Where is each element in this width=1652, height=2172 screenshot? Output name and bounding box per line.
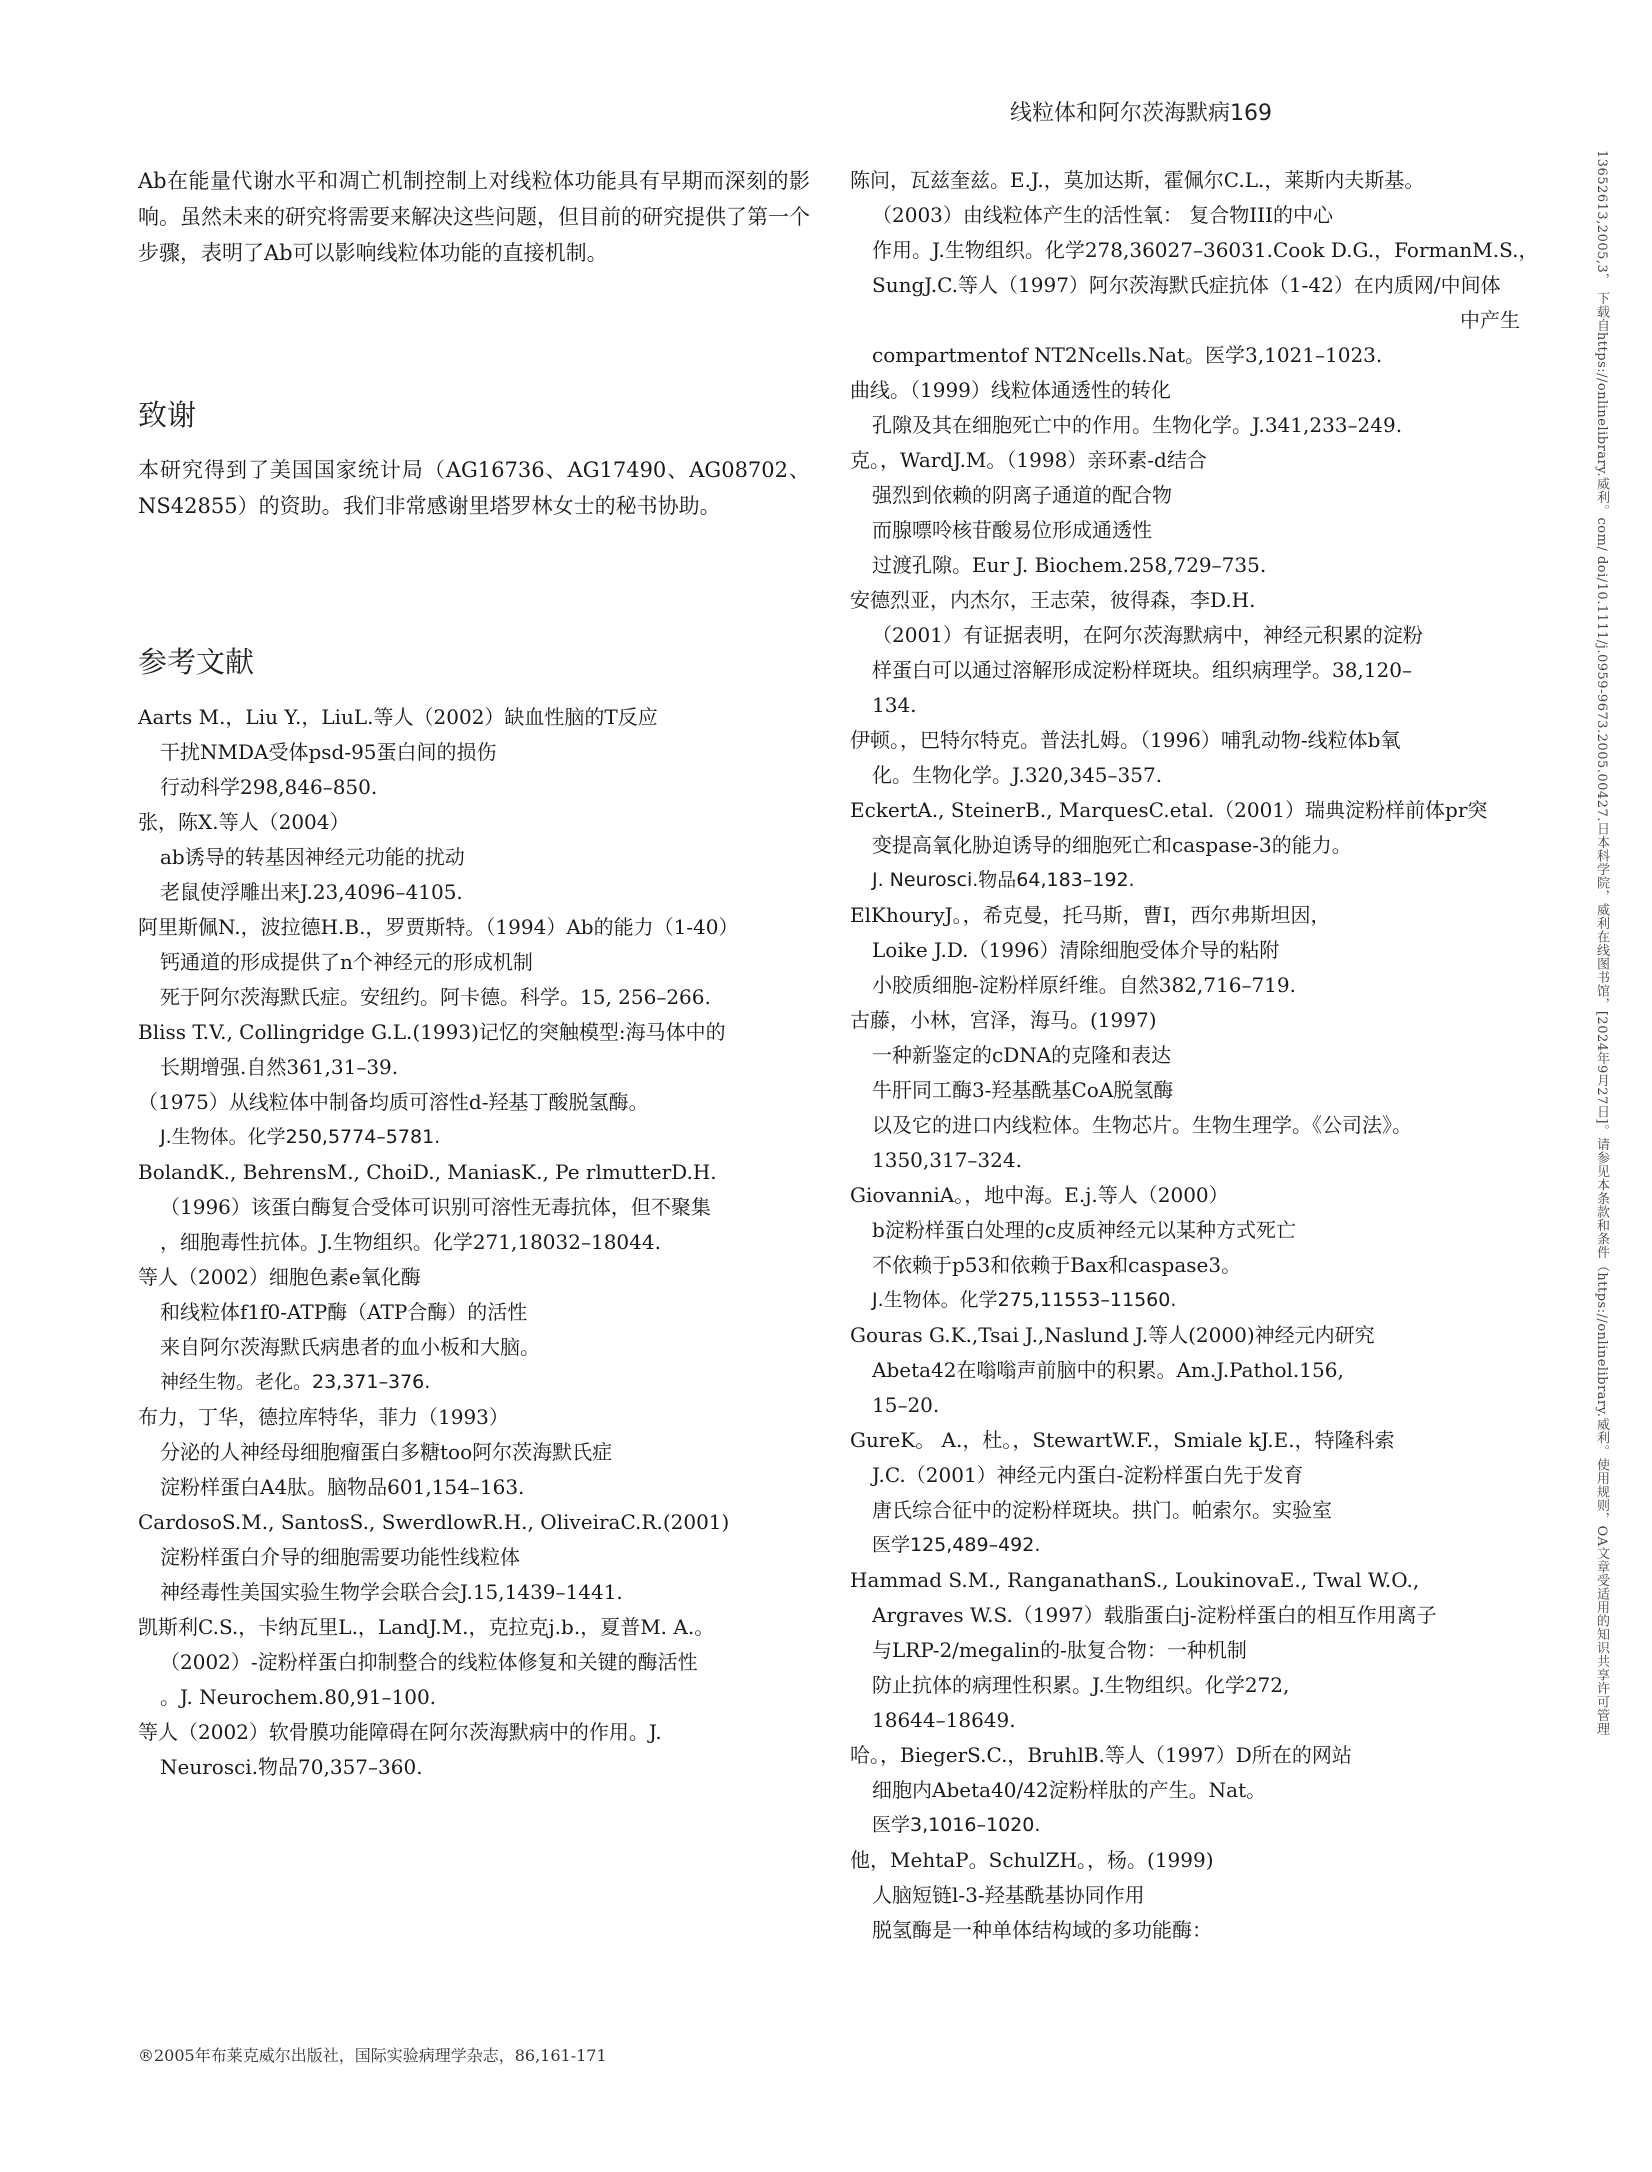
reference-entry (138, 910, 818, 1015)
reference-entry (850, 443, 1520, 583)
reference-entry (850, 723, 1520, 793)
right-reference-list (850, 163, 1539, 1948)
reference-line: 人脑短链l-3-羟基酰基协同作用 (872, 1883, 1145, 1907)
reference-line: J. Neurosci.物品64,183–192. (872, 869, 1135, 891)
intro-paragraph: Ab在能量代谢水平和凋亡机制控制上对线粒体功能具有早期而深刻的影响。虽然未来的研究将需要来解决这些问题，但目前的研究提供了第一个步骤，表明了Ab可以影响线粒体功能的直接机制。 (138, 169, 810, 265)
reference-line: （2001）有证据表明，在阿尔茨海默病中，神经元积累的淀粉 (872, 623, 1423, 647)
reference-entry (850, 1003, 1520, 1178)
reference-line: 一种新鉴定的cDNA的克隆和表达 (872, 1043, 1172, 1067)
reference-entry (138, 1260, 818, 1400)
reference-entry (850, 1178, 1520, 1318)
reference-entry (850, 793, 1520, 898)
reference-line: 强烈到依赖的阴离子通道的配合物 (872, 483, 1172, 507)
reference-line: 134. (872, 693, 917, 717)
reference-line: Hammad S.M., RanganathanS., LoukinovaE., Twal W.O., (850, 1568, 1420, 1592)
reference-line: 老鼠使浮雕出来J.23,4096–4105. (160, 880, 463, 904)
reference-line: ，细胞毒性抗体。J.生物组织。化学271,18032–18044. (160, 1230, 661, 1254)
reference-entry (138, 805, 818, 910)
reference-entry (138, 1400, 818, 1505)
reference-line: 1350,317–324. (872, 1148, 1022, 1172)
reference-line: 18644–18649. (872, 1708, 1016, 1732)
reference-entry (138, 1085, 818, 1155)
footer-copyright: ®2005年布莱克威尔出版社，国际实验病理学杂志，86,161-171 (138, 2046, 607, 2065)
reference-line: 与LRP-2/megalin的-肽复合物：一种机制 (872, 1638, 1247, 1662)
reference-entry (850, 898, 1520, 1003)
reference-line: 张，陈X.等人（2004） (138, 810, 350, 834)
reference-entry (138, 1715, 818, 1785)
reference-line: 干扰NMDA受体psd-95蛋白间的损伤 (160, 740, 497, 764)
reference-entry (850, 373, 1520, 443)
running-header: 线粒体和阿尔茨海默病169 (1010, 101, 1272, 126)
reference-line: ElKhouryJ。，希克曼，托马斯，曹I，西尔弗斯坦因， (850, 903, 1331, 927)
reference-line: 不依赖于p53和依赖于Bax和caspase3。 (872, 1253, 1242, 1277)
reference-entry (138, 700, 818, 805)
reference-line: 克。，WardJ.M。（1998）亲环素-d结合 (850, 448, 1207, 472)
reference-line: 来自阿尔茨海默氏病患者的血小板和大脑。 (160, 1335, 540, 1359)
reference-line: b淀粉样蛋白处理的c皮质神经元以某种方式死亡 (872, 1218, 1297, 1242)
reference-entry (850, 1563, 1520, 1738)
reference-entry (850, 583, 1520, 723)
reference-line: 防止抗体的病理性积累。J.生物组织。化学272, (872, 1673, 1290, 1697)
references-heading: 参考文献 (138, 645, 255, 679)
reference-entry (138, 1155, 818, 1260)
reference-line: SungJ.C.等人（1997）阿尔茨海默氏症抗体（1-42）在内质网/中间体 (872, 273, 1501, 297)
reference-line: Bliss T.V., Collingridge G.L.(1993)记忆的突触模型:海马体中的 (138, 1020, 726, 1044)
reference-line: 等人（2002）软骨膜功能障碍在阿尔茨海默病中的作用。J. (138, 1720, 662, 1744)
reference-line: 等人（2002）细胞色素e氧化酶 (138, 1265, 421, 1289)
reference-line: 15–20. (872, 1393, 940, 1417)
reference-line: 神经毒性美国实验生物学会联合会J.15,1439–1441. (160, 1580, 623, 1604)
reference-line: 脱氢酶是一种单体结构域的多功能酶： (872, 1918, 1212, 1942)
reference-entry (138, 1610, 818, 1715)
reference-line: EckertA., SteinerB., MarquesC.etal.（2001）瑞典淀粉样前体pr突 (850, 798, 1488, 822)
reference-line: （1975）从线粒体中制备均质可溶性d-羟基丁酸脱氢酶。 (138, 1090, 649, 1114)
reference-line: 他，MehtaP。SchulZH。，杨。(1999) (850, 1848, 1214, 1872)
reference-line: Gouras G.K.,Tsai J.,Naslund J.等人(2000)神经元内研究 (850, 1323, 1375, 1347)
reference-line: 安德烈亚，内杰尔，王志荣，彼得森，李D.H. (850, 588, 1256, 612)
reference-line: 阿里斯佩N.，波拉德H.B.，罗贾斯特。（1994）Ab的能力（1-40） (138, 915, 739, 939)
reference-entry (138, 1015, 818, 1085)
reference-line: Loike J.D.（1996）清除细胞受体介导的粘附 (872, 938, 1280, 962)
reference-entry (850, 1738, 1520, 1843)
reference-line: Aarts M.，Liu Y.，LiuL.等人（2002）缺血性脑的T反应 (138, 705, 658, 729)
reference-line: 布力，丁华，德拉库特华，菲力（1993） (138, 1405, 509, 1429)
reference-line: 凯斯利C.S.，卡纳瓦里L.，LandJ.M.，克拉克j.b.，夏普M. A.。 (138, 1615, 715, 1639)
reference-line: compartmentof NT2Ncells.Nat。医学3,1021–1023. (872, 343, 1383, 367)
reference-line: 分泌的人神经母细胞瘤蛋白多糖too阿尔茨海默氏症 (160, 1440, 613, 1464)
reference-line: 以及它的进口内线粒体。生物芯片。生物生理学。《公司法》。 (872, 1113, 1412, 1137)
reference-entry (138, 1505, 818, 1610)
reference-line: GureK。 A.，杜。，StewartW.F.，Smiale kJ.E.，特隆科索 (850, 1428, 1395, 1452)
ack-paragraph: 本研究得到了美国国家统计局（AG16736、AG17490、AG08702、NS42855）的资助。我们非常感谢里塔罗林女士的秘书协助。 (138, 458, 810, 518)
reference-line: ab诱导的转基因神经元功能的扰动 (160, 845, 465, 869)
reference-line: 而腺嘌呤核苷酸易位形成通透性 (872, 518, 1152, 542)
reference-line: 淀粉样蛋白A4肽。脑物品601,154–163. (160, 1475, 525, 1499)
reference-line: 。J. Neurochem.80,91–100. (160, 1685, 437, 1709)
reference-entry (850, 1423, 1520, 1563)
reference-line: 医学125,489–492. (872, 1534, 1041, 1556)
reference-line: 变提高氧化胁迫诱导的细胞死亡和caspase-3的能力。 (872, 833, 1352, 857)
reference-line: 孔隙及其在细胞死亡中的作用。生物化学。J.341,233–249. (872, 413, 1403, 437)
side-download-note: 13652613,2005,3， 下载自https://onlinelibrary.威利。com/ doi/10.1111/j.0959-9673.2005.00427.日本科学院，威利在线图书馆，[2024年9月27日]。请参见本条款和条件（https://onlinelibrary.威利。使用规则，OA文章受适用的知识共享许可管理 (1594, 150, 1609, 1736)
reference-line: BolandK., BehrensM., ChoiD., ManiasK., Pe rlmutterD.H. (138, 1160, 717, 1184)
reference-line: 过渡孔隙。Eur J. Biochem.258,729–735. (872, 553, 1267, 577)
reference-line: 细胞内Abeta40/42淀粉样肽的产生。Nat。 (872, 1778, 1267, 1802)
reference-line: J.生物体。化学250,5774–5781. (160, 1126, 441, 1148)
reference-line: 神经生物。老化。23,371–376. (160, 1371, 431, 1393)
reference-line: Abeta42在嗡嗡声前脑中的积累。Am.J.Pathol.156, (872, 1358, 1344, 1382)
reference-line: 医学3,1016–1020. (872, 1814, 1041, 1836)
reference-line: 作用。J.生物组织。化学278,36027–36031.Cook D.G.，FormanM.S.， (872, 238, 1539, 262)
ack-heading: 致谢 (138, 398, 197, 432)
reference-line: J.C.（2001）神经元内蛋白-淀粉样蛋白先于发育 (872, 1463, 1304, 1487)
reference-line: 伊顿。，巴特尔特克。普法扎姆。（1996）哺乳动物-线粒体b氧 (850, 728, 1401, 752)
reference-line: 哈。，BiegerS.C.，BruhlB.等人（1997）D所在的网站 (850, 1743, 1352, 1767)
reference-line: （2002）-淀粉样蛋白抑制整合的线粒体修复和关键的酶活性 (160, 1650, 698, 1674)
reference-line: CardosoS.M., SantosS., SwerdlowR.H., OliveiraC.R.(2001) (138, 1510, 730, 1534)
reference-line: 钙通道的形成提供了n个神经元的形成机制 (160, 950, 533, 974)
reference-line: 唐氏综合征中的淀粉样斑块。拱门。帕索尔。实验室 (872, 1498, 1332, 1522)
reference-line: 陈问，瓦兹奎兹。E.J.，莫加达斯，霍佩尔C.L.，莱斯内夫斯基。 (850, 168, 1425, 192)
reference-line: 行动科学298,846–850. (160, 775, 378, 799)
reference-line: GiovanniA。，地中海。E.j.等人（2000） (850, 1183, 1229, 1207)
reference-line: （1996）该蛋白酶复合受体可识别可溶性无毒抗体，但不聚集 (160, 1195, 711, 1219)
reference-line: 化。生物化学。J.320,345–357. (872, 763, 1163, 787)
left-reference-list (138, 700, 818, 1785)
reference-entry (850, 1843, 1520, 1948)
reference-line: 淀粉样蛋白介导的细胞需要功能性线粒体 (160, 1545, 520, 1569)
reference-line: J.生物体。化学275,11553–11560. (872, 1289, 1177, 1311)
reference-line: 和线粒体f1f0-ATP酶（ATP合酶）的活性 (160, 1300, 528, 1324)
reference-line: （2003）由线粒体产生的活性氧： 复合物III的中心 (872, 203, 1333, 227)
reference-entry (850, 1318, 1520, 1423)
reference-line: 牛肝同工酶3-羟基酰基CoA脱氢酶 (872, 1078, 1174, 1102)
reference-line: Neurosci.物品70,357–360. (160, 1755, 423, 1779)
reference-line: 曲线。（1999）线粒体通透性的转化 (850, 378, 1171, 402)
reference-line: 小胶质细胞-淀粉样原纤维。自然382,716–719. (872, 973, 1296, 997)
reference-line: 样蛋白可以通过溶解形成淀粉样斑块。组织病理学。38,120– (872, 658, 1412, 682)
reference-line: Argraves W.S.（1997）载脂蛋白j-淀粉样蛋白的相互作用离子 (872, 1603, 1437, 1627)
reference-line: 中产生 (1460, 308, 1520, 332)
reference-line: 古藤，小林，宫泽，海马。(1997) (850, 1008, 1157, 1032)
reference-line: 长期增强.自然361,31–39. (160, 1055, 399, 1079)
reference-line: 死于阿尔茨海默氏症。安纽约。阿卡德。科学。15, 256–266. (160, 985, 711, 1009)
reference-entry (850, 163, 1539, 373)
